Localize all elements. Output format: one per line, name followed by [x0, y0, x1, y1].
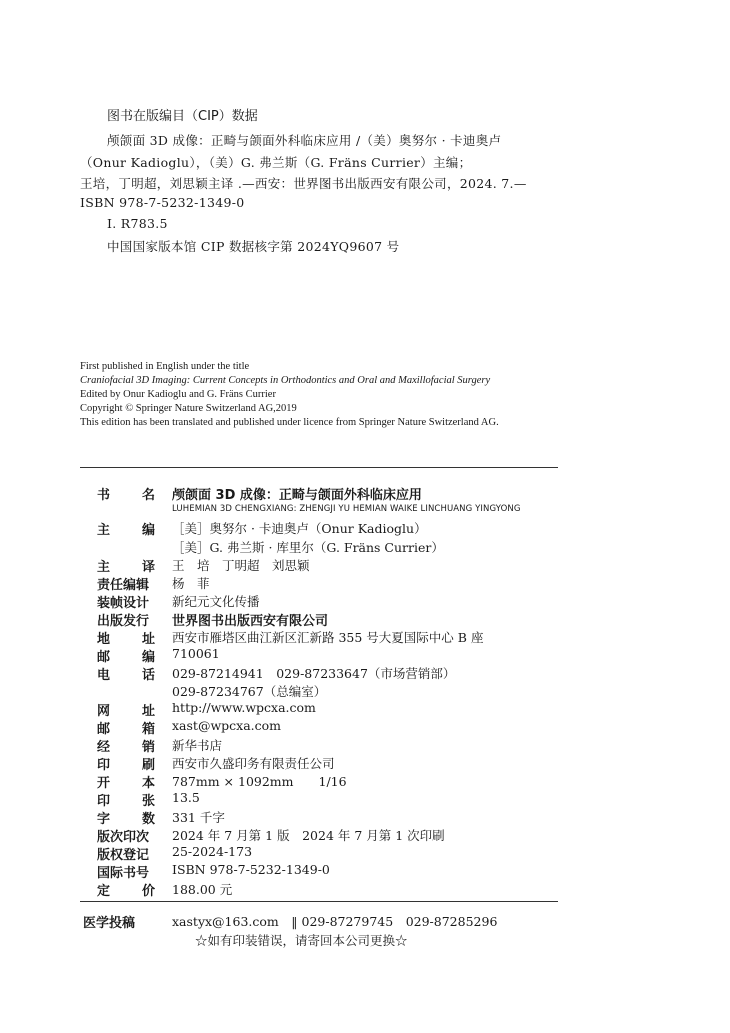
label-zishu: 字 数 — [97, 812, 155, 827]
value-guoji: ISBN 978-7-5232-1349-0 — [172, 862, 330, 877]
en-first-published: First published in English under the title — [80, 361, 250, 372]
value-dianhua-2: 029-87234767（总编室） — [172, 684, 327, 699]
divider-top — [80, 467, 558, 468]
footer-notice: ☆如有印装错误，请寄回本公司更换☆ — [195, 933, 408, 948]
label-banquan: 版权登记 — [97, 848, 150, 863]
value-zeren: 杨 菲 — [172, 576, 210, 591]
label-dianhua: 电 话 — [97, 668, 155, 683]
value-banquan: 25-2024-173 — [172, 844, 253, 859]
label-youbian: 邮 编 — [97, 650, 155, 665]
value-pinyin: LUHEMIAN 3D CHENGXIANG: ZHENGJI YU HEMIAN WAIKE LINCHUANG YINGYONG — [172, 504, 521, 514]
en-copyright: Copyright © Springer Nature Switzerland AG,2019 — [80, 403, 297, 414]
value-kaiben: 787mm × 1092mm 1/16 — [172, 774, 347, 789]
value-chuban: 世界图书出版西安有限公司 — [172, 614, 329, 629]
divider-bottom — [80, 901, 558, 902]
value-zhubian-1: ［美］奥努尔 · 卡迪奥卢（Onur Kadioglu） — [172, 521, 427, 536]
cip-line-3: 王培，丁明超，刘思颖主译 .—西安：世界图书出版西安有限公司，2024. 7.— — [80, 176, 527, 191]
label-yinzhang: 印 张 — [97, 794, 155, 809]
value-zhubian-2: ［美］G. 弗兰斯 · 库里尔（G. Fräns Currier） — [172, 540, 444, 555]
cip-line-1: 颅颌面 3D 成像：正畸与颌面外科临床应用 /（美）奥努尔 · 卡迪奥卢 — [107, 133, 502, 148]
value-jingxiao: 新华书店 — [172, 738, 223, 753]
value-yinshua: 西安市久盛印务有限责任公司 — [172, 756, 335, 771]
label-kaiben: 开 本 — [97, 776, 155, 791]
label-dizhi: 地 址 — [97, 632, 155, 647]
label-guoji: 国际书号 — [97, 866, 150, 881]
value-banci: 2024 年 7 月第 1 版 2024 年 7 月第 1 次印刷 — [172, 828, 445, 843]
value-zhuangzhen: 新纪元文化传播 — [172, 594, 260, 609]
value-dingjia: 188.00 元 — [172, 882, 233, 897]
label-zhuangzhen: 装帧设计 — [97, 596, 150, 611]
label-dingjia: 定 价 — [97, 884, 155, 899]
cip-line-number: 中国国家版本馆 CIP 数据核字第 2024YQ9607 号 — [107, 239, 400, 254]
value-zhuyi: 王 培 丁明超 刘思颖 — [172, 558, 310, 573]
value-yinzhang: 13.5 — [172, 790, 200, 805]
cip-line-2: （Onur Kadioglu），（美）G. 弗兰斯（G. Fräns Currier）主编； — [80, 155, 472, 170]
value-wangzhi: http://www.wpcxa.com — [172, 700, 316, 715]
en-original-title: Craniofacial 3D Imaging: Current Concepts in Orthodontics and Oral and Maxillofacial Surgery — [80, 375, 491, 386]
label-jingxiao: 经 销 — [97, 740, 155, 755]
cip-line-isbn: ISBN 978-7-5232-1349-0 — [80, 195, 245, 210]
label-youxiang: 邮 箱 — [97, 722, 155, 737]
value-dianhua-1: 029-87214941 029-87233647（市场营销部） — [172, 666, 456, 681]
label-shuming: 书 名 — [97, 488, 155, 503]
label-zeren: 责任编辑 — [97, 578, 150, 593]
cip-line-class: Ⅰ. R783.5 — [107, 216, 168, 231]
label-wangzhi: 网 址 — [97, 704, 155, 719]
footer-label: 医学投稿 — [83, 916, 136, 931]
label-chuban: 出版发行 — [97, 614, 150, 629]
value-dizhi: 西安市雁塔区曲江新区汇新路 355 号大夏国际中心 B 座 — [172, 630, 484, 645]
label-zhubian: 主 编 — [97, 523, 155, 538]
value-zishu: 331 千字 — [172, 810, 225, 825]
label-yinshua: 印 刷 — [97, 758, 155, 773]
footer-contact: xastyx@163.com ‖ 029-87279745 029-87285296 — [172, 914, 498, 929]
cip-title: 图书在版编目（CIP）数据 — [107, 109, 258, 124]
value-shuming: 颅颌面 3D 成像：正畸与颌面外科临床应用 — [172, 488, 422, 503]
en-editors: Edited by Onur Kadioglu and G. Fräns Currier — [80, 389, 276, 400]
value-youbian: 710061 — [172, 646, 220, 661]
label-zhuyi: 主 译 — [97, 560, 155, 575]
label-banci: 版次印次 — [97, 830, 150, 845]
value-youxiang: xast@wpcxa.com — [172, 718, 281, 733]
en-licence: This edition has been translated and published under licence from Springer Nature Switzerland AG. — [80, 417, 499, 428]
